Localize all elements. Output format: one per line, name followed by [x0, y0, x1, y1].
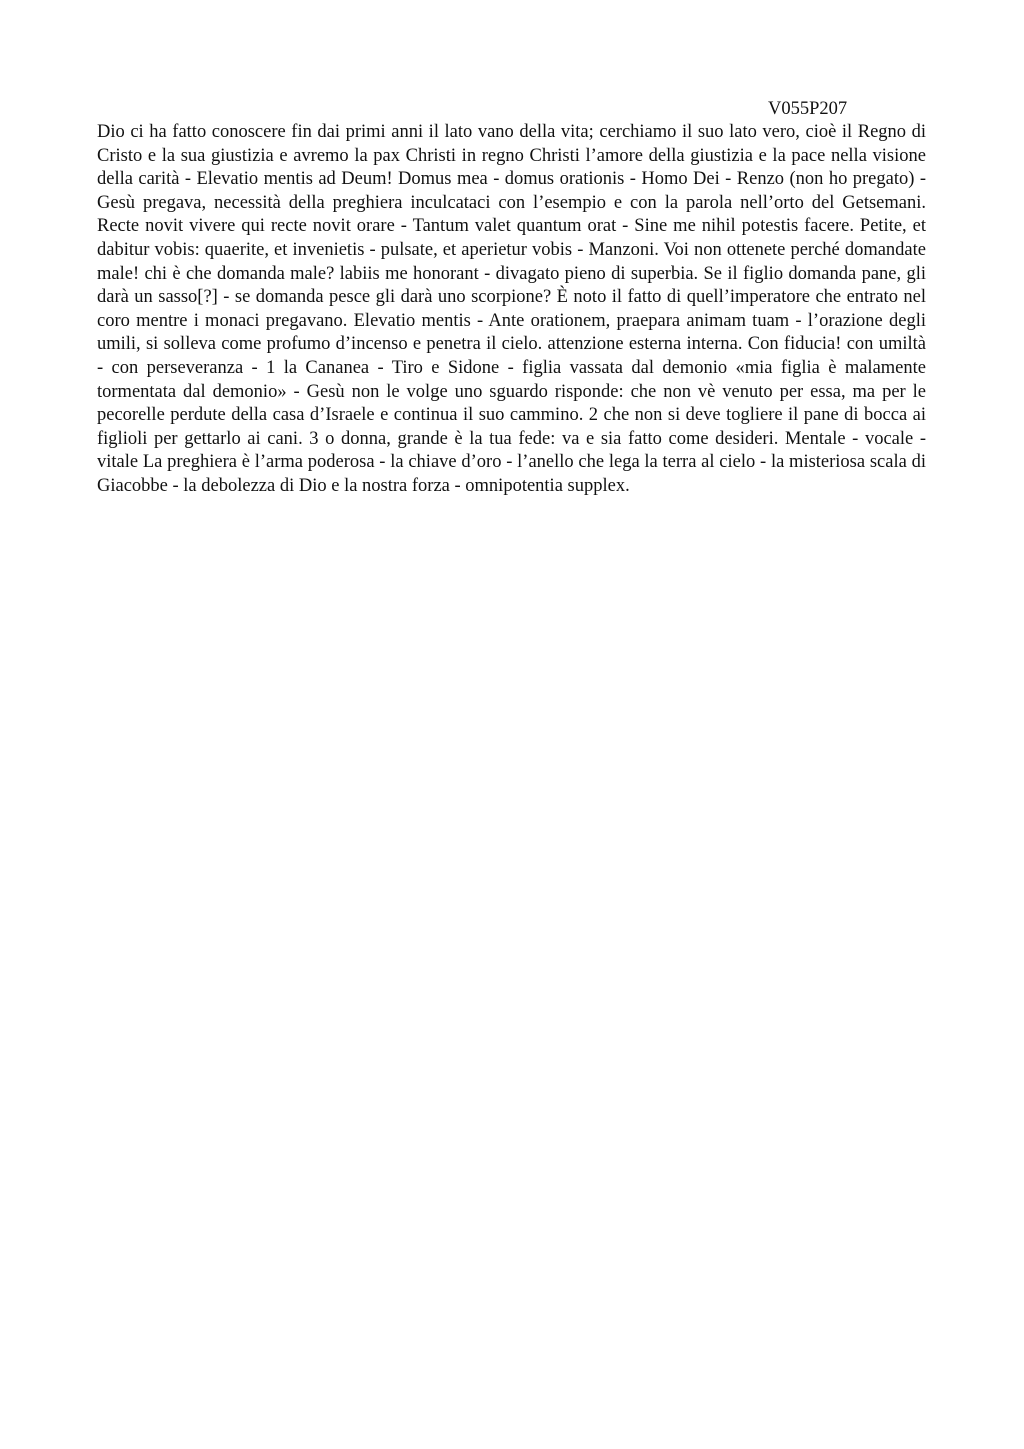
page-identifier: V055P207 — [768, 99, 848, 119]
body-paragraph: Dio ci ha fatto conoscere fin dai primi anni il lato vano della vita; cerchiamo il suo lato vero, cioè il Regno di Cristo e la sua giustizia e avremo la pax Christi in regno Christi l’amore della giustizia e la pace nella visione della carità - Elevatio mentis ad Deum! Domus mea - domus orationis - Homo Dei - Renzo (non ho pregato) - Gesù pregava, necessità della preghiera inculcataci con l’esempio e con la parola nell’orto del Getsemani. Recte novit vivere qui recte novit orare - Tantum valet quantum orat - Sine me nihil potestis facere. Petite, et dabitur vobis: quaerite, et invenietis - pulsate, et aperietur vobis - Manzoni. Voi non ottenete perché domandate male! chi è che domanda male? labiis me honorant - divagato pieno di superbia. Se il figlio domanda pane, gli darà un sasso[?] - se domanda pesce gli darà uno scorpione? È noto il fatto di quell’imperatore che entrato nel coro mentre i monaci pregavano. Elevatio mentis - Ante orationem, praepara animam tuam - l’orazione degli umili, si solleva come profumo d’incenso e penetra il cielo. attenzione esterna interna. Con fiducia! con umiltà - con perseveranza - 1 la Cananea - Tiro e Sidone - figlia vassata dal demonio «mia figlia è malamente tormentata dal demonio» - Gesù non le volge uno sguardo risponde: che non vè venuto per essa, ma per le pecorelle perdute della casa d’Israele e continua il suo cammino. 2 che non si deve togliere il pane di bocca ai figlioli per gettarlo ai cani. 3 o donna, grande è la tua fede: va e sia fatto come desideri. Mentale - vocale - vitale La preghiera è l’arma poderosa - la chiave d’oro - l’anello che lega la terra al cielo - la misteriosa scala di Giacobbe - la debolezza di Dio e la nostra forza - omnipotentia supplex. — [97, 122, 926, 496]
